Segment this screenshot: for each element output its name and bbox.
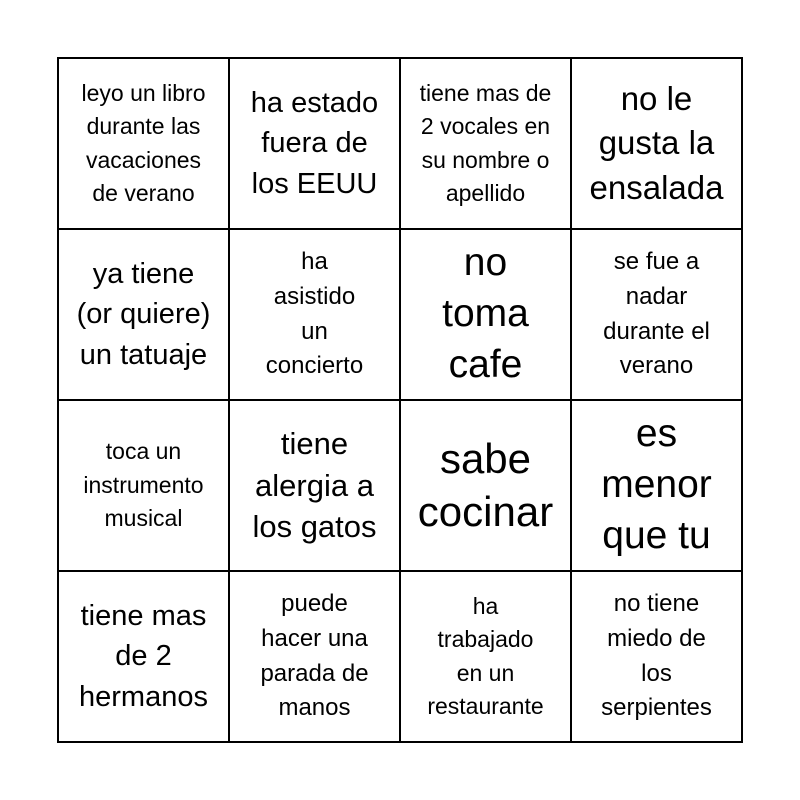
bingo-cell-r2c1[interactable]	[58, 229, 229, 400]
bingo-cell-r1c1[interactable]	[58, 58, 229, 229]
bingo-cell-text: ha asistido un concierto	[265, 247, 364, 380]
bingo-cell-text: no toma cafe	[442, 241, 529, 386]
bingo-cell-r3c1[interactable]	[58, 400, 229, 571]
bingo-cell-r4c1[interactable]	[58, 571, 229, 742]
bingo-cell-r2c4[interactable]	[571, 229, 742, 400]
bingo-cell-r1c2[interactable]	[229, 58, 400, 229]
bingo-cell-text: toca un instrumento musical	[83, 438, 204, 532]
bingo-cell-text: se fue a nadar durante el verano	[603, 247, 710, 380]
bingo-cell-text: tiene mas de 2 hermanos	[79, 599, 208, 713]
bingo-cell-text: no le gusta la ensalada	[589, 79, 724, 206]
bingo-cell-r3c2[interactable]	[229, 400, 400, 571]
bingo-cell-text: tiene mas de 2 vocales en su nombre o apellido	[419, 79, 552, 206]
bingo-cell-r2c2[interactable]	[229, 229, 400, 400]
bingo-cell-r4c4[interactable]	[571, 571, 742, 742]
bingo-cell-r3c4[interactable]	[571, 400, 742, 571]
bingo-cell-r1c3[interactable]	[400, 58, 571, 229]
bingo-cell-r4c3[interactable]	[400, 571, 571, 742]
bingo-cell-r2c3[interactable]	[400, 229, 571, 400]
bingo-cell-r4c2[interactable]	[229, 571, 400, 742]
bingo-cell-text: sabe cocinar	[417, 435, 554, 535]
bingo-cell-r3c3[interactable]	[400, 400, 571, 571]
bingo-cell-text: no tiene miedo de los serpientes	[601, 589, 712, 722]
bingo-cell-text: tiene alergia a los gatos	[252, 425, 377, 545]
bingo-cell-text: ha trabajado en un restaurante	[427, 592, 544, 719]
bingo-cell-r1c4[interactable]	[571, 58, 742, 229]
bingo-cell-text: puede hacer una parada de manos	[260, 589, 369, 722]
bingo-board	[57, 57, 743, 743]
bingo-cell-text: ha estado fuera de los EEUU	[250, 86, 379, 200]
bingo-cell-text: es menor que tu	[601, 412, 712, 557]
bingo-cell-text: leyo un libro durante las vacaciones de verano	[81, 79, 206, 206]
bingo-cell-text: ya tiene (or quiere) un tatuaje	[76, 257, 211, 371]
